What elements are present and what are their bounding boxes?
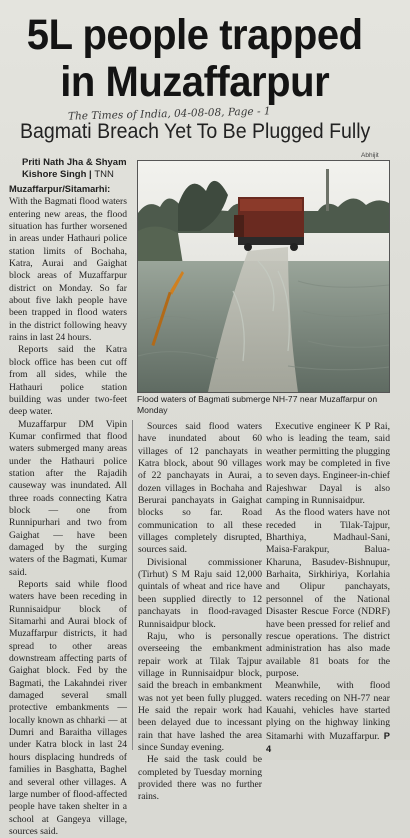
paragraph: Meanwhile, with flood waters receding on NH-77 near Kauahi, vehicles have started plying on the highway linking Sitamarhi with Muzaffarpur. xyxy=(266,680,390,742)
paragraph: With the Bagmati flood waters entering new areas, the flood situation has further worsened in areas under Hathauri police station limits of Bochaha, Katra, Aurai and Gaighat block areas of Muzaffarpur district on Monday. So far about five lakh people have been trapped in flood waters in the district following heavy rains in last 24 hours. xyxy=(9,196,127,344)
headline-line-2: in Muzaffarpur xyxy=(60,58,330,106)
paragraph: Reports said while flood waters have been receding in Runnisaidpur block of Sitamarhi and Aurai block of Muzaffarpur districts, it had spread to other areas downstream affecting parts of Gaighat block. Fed by the Bagmati, the Lakahndei river damaged several small protective embankments — locally known as chharki — at Dumri and Baraitha villages under Katra block in last 24 hours displacing hundreds of families in Basghatta, Baghel and several other villages. A large number of flood-affected people have taken shelter in a school at Gangeya village, sources said. xyxy=(9,579,127,837)
byline: Priti Nath Jha & Shyam Kishore Singh | TNN xyxy=(22,157,127,180)
paragraph: As the flood waters have not receded in Tilak-Tajpur, Bharthiya, Madhaul-Sani, Maisa-Farakpur, Balua-Kharuna, Basudev-Bishnupur, Barhaita, Sirkhiriya, Korlahia and Olipur panchayats, personnel of the National Disaster Rescue Force (NDRF) have been pressed for relief and rescue operations. The district administration has also made available 81 boats for the purpose. xyxy=(266,507,390,679)
byline-names: Priti Nath Jha & Shyam Kishore Singh xyxy=(22,157,127,180)
headline xyxy=(18,12,371,106)
article-column-1 xyxy=(9,183,127,837)
paragraph: He said the task could be completed by Tuesday morning provided there was no further rains. xyxy=(138,754,262,803)
dateline: Muzaffarpur/Sitamarhi: xyxy=(9,184,111,194)
headline-line-1: 5L people trapped xyxy=(26,11,363,59)
paragraph: Reports said the Katra block office has been cut off from all sides, while the Hathauri police station building was under two-feet deep water. xyxy=(9,344,127,418)
paragraph: Sources said flood waters have inundated about 60 villages of 12 panchayats in Katra block, about 90 villages of 22 panchayats in Aurai, a dozen villages in Bochaha and Berurai panchayats in Gaighat blocks so far. Road communication to all these villages completely disrupted, sources said. xyxy=(138,421,262,556)
flood-photo xyxy=(137,160,390,393)
paragraph: Muzaffarpur DM Vipin Kumar confirmed that flood waters submerged many areas under the Hathauri police station after the Rajadih causeway was inundated. All three roads connecting Katra block — one from Runnipurhari and two from Gaighat — have been damaged by the surging waters of the Bagmati, Kumar said. xyxy=(9,418,127,578)
article-column-3 xyxy=(266,421,390,753)
column-divider xyxy=(132,420,133,750)
byline-agency: TNN xyxy=(94,169,114,180)
page-reference: P 4 xyxy=(266,730,390,754)
paragraph: Divisional commissioner (Tirhut) S M Raju said 12,000 quintals of wheat and rice have been supplied directly to 12 panchayats in flood-ravaged Runnisaidpur block. xyxy=(138,556,262,630)
paragraph: Raju, who is personally overseeing the embankment repair work at Tilak Tajpur village in Runnisaidpur block, said the breach in embankment was not yet been fully plugged. He said the repair work had been delayed due to incessant rain that have lashed the area since Sunday evening. xyxy=(138,630,262,753)
handwritten-source-note: The Times of India, 04-08-08, Page - 1 xyxy=(67,105,271,123)
paragraph: Executive engineer K P Rai, who is leading the team, said weather permitting the plugging work may be completed in five to seven days. Engineer-in-chief Rajeshwar Dayal is also camping in Runnisaidpur. xyxy=(266,421,390,507)
photo-credit: Abhijit xyxy=(361,152,379,159)
flood-photo-image xyxy=(138,161,389,392)
subheadline: Bagmati Breach Yet To Be Plugged Fully xyxy=(20,120,371,143)
photo-caption: Flood waters of Bagmati submerge NH-77 near Muzaffarpur on Monday xyxy=(137,394,378,415)
article-column-2 xyxy=(138,421,262,803)
